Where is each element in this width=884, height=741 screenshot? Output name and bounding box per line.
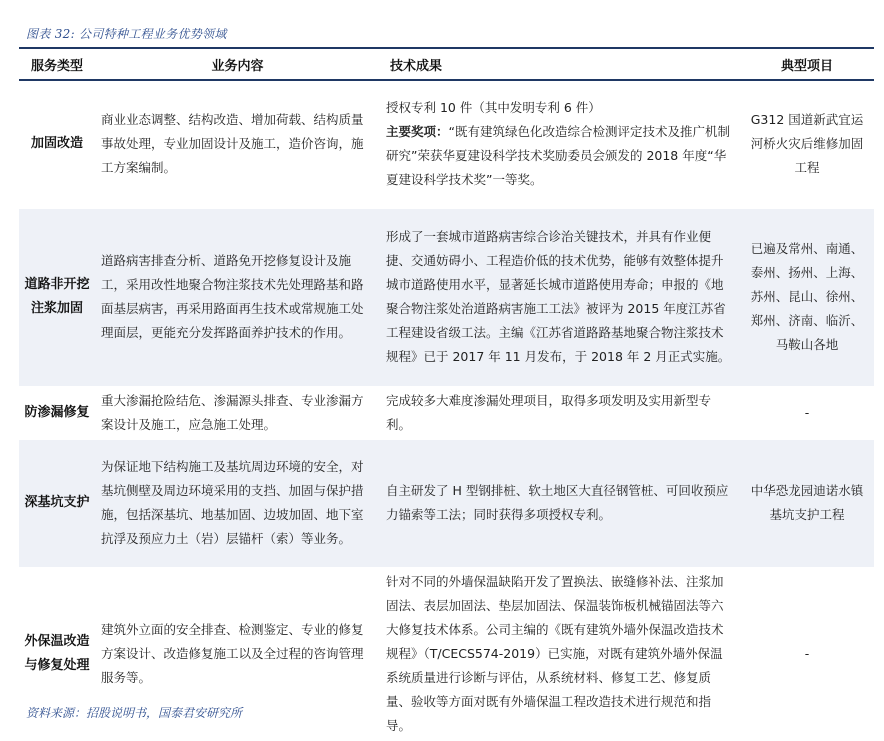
- header-business-content: 业务内容: [95, 48, 380, 80]
- header-typical-project: 典型项目: [740, 48, 874, 80]
- tech-results-cell: 形成了一套城市道路病害综合诊治关键技术，并具有作业便捷、交通妨碍小、工程造价低的技术优势，能够有效整体提升城市道路使用水平，显著延长城市道路使用寿命；申报的《地聚合物注浆处治道路病害施工工法》被评为 2015 年度江苏省工程建设省级工法。主编《江苏省道路路基地聚合物注浆技术规程》已于 2017 年 11 月发布，于 2018 年 2 月正式实施。: [380, 208, 740, 386]
- header-tech-results: 技术成果: [380, 48, 740, 80]
- table-row: [19, 208, 874, 386]
- business-content-cell: 商业业态调整、结构改造、增加荷载、结构质量事故处理，专业加固设计及施工，造价咨询，施工方案编制。: [95, 80, 380, 208]
- service-type-cell: 防渗漏修复: [19, 386, 95, 439]
- typical-project-cell: -: [740, 386, 874, 439]
- service-type-cell: 道路非开挖注浆加固: [19, 208, 95, 386]
- typical-project-cell: 中华恐龙园迪诺水镇基坑支护工程: [740, 439, 874, 567]
- award-label: 主要奖项：: [386, 124, 449, 140]
- source-note: 资料来源：招股说明书，国泰君安研究所: [26, 706, 243, 720]
- figure-caption: 图表 32: 公司特种工程业务优势领域: [26, 27, 227, 41]
- service-type-cell: 深基坑支护: [19, 439, 95, 567]
- tech-results-cell: [380, 80, 740, 208]
- typical-project-cell: G312 国道新武宜运河桥火灾后维修加固工程: [740, 80, 874, 208]
- tech-results-cell: 自主研发了 H 型钢排桩、软土地区大直径钢管桩、可回收预应力锚索等工法；同时获得多项授权专利。: [380, 439, 740, 567]
- table-header-row: [19, 48, 874, 80]
- service-type-cell: 加固改造: [19, 80, 95, 208]
- business-content-cell: 重大渗漏抢险结危、渗漏源头排查、专业渗漏方案设计及施工，应急施工处理。: [95, 386, 380, 439]
- table-row: [19, 439, 874, 567]
- typical-project-cell: 已遍及常州、南通、泰州、扬州、上海、苏州、昆山、徐州、郑州、济南、临沂、马鞍山各地: [740, 208, 874, 386]
- tech-line: 授权专利 10 件（其中发明专利 6 件）: [386, 100, 601, 116]
- business-content-cell: 建筑外立面的安全排查、检测鉴定、专业的修复方案设计、改造修复施工以及全过程的咨询管理服务等。: [95, 567, 380, 740]
- business-content-cell: 道路病害排查分析、道路免开挖修复设计及施工，采用改性地聚合物注浆技术先处理路基和路面基层病害，再采用路面再生技术或常规施工处理面层，更能充分发挥路面养护技术的作用。: [95, 208, 380, 386]
- table-row: [19, 80, 874, 208]
- header-service-type: 服务类型: [19, 48, 95, 80]
- business-table: [19, 47, 874, 741]
- tech-results-cell: 针对不同的外墙保温缺陷开发了置换法、嵌缝修补法、注浆加固法、表层加固法、垫层加固法、保温装饰板机械锚固法等六大修复技术体系。公司主编的《既有建筑外墙外保温改造技术规程》（T/CECS574-2019）已实施，对既有建筑外墙外保温系统质量进行诊断与评估，从系统材料、修复工艺、修复质量、验收等方面对既有外墙保温工程改造技术进行规范和指导。: [380, 567, 740, 740]
- table-row: [19, 386, 874, 439]
- award-text: “既有建筑绿色化改造综合检测评定技术及推广机制研究”荣获华夏建设科学技术奖励委员会颁发的 2018 年度“华夏建设科学技术奖”一等奖。: [386, 124, 730, 188]
- tech-award: [386, 120, 734, 192]
- business-content-cell: 为保证地下结构施工及基坑周边环境的安全，对基坑侧壁及周边环境采用的支挡、加固与保护措施，包括深基坑、地基加固、边坡加固、地下室抗浮及预应力土（岩）层锚杆（索）等业务。: [95, 439, 380, 567]
- tech-results-cell: 完成较多大难度渗漏处理项目，取得多项发明及实用新型专利。: [380, 386, 740, 439]
- typical-project-cell: -: [740, 567, 874, 740]
- service-type-cell: 外保温改造与修复处理: [19, 567, 95, 740]
